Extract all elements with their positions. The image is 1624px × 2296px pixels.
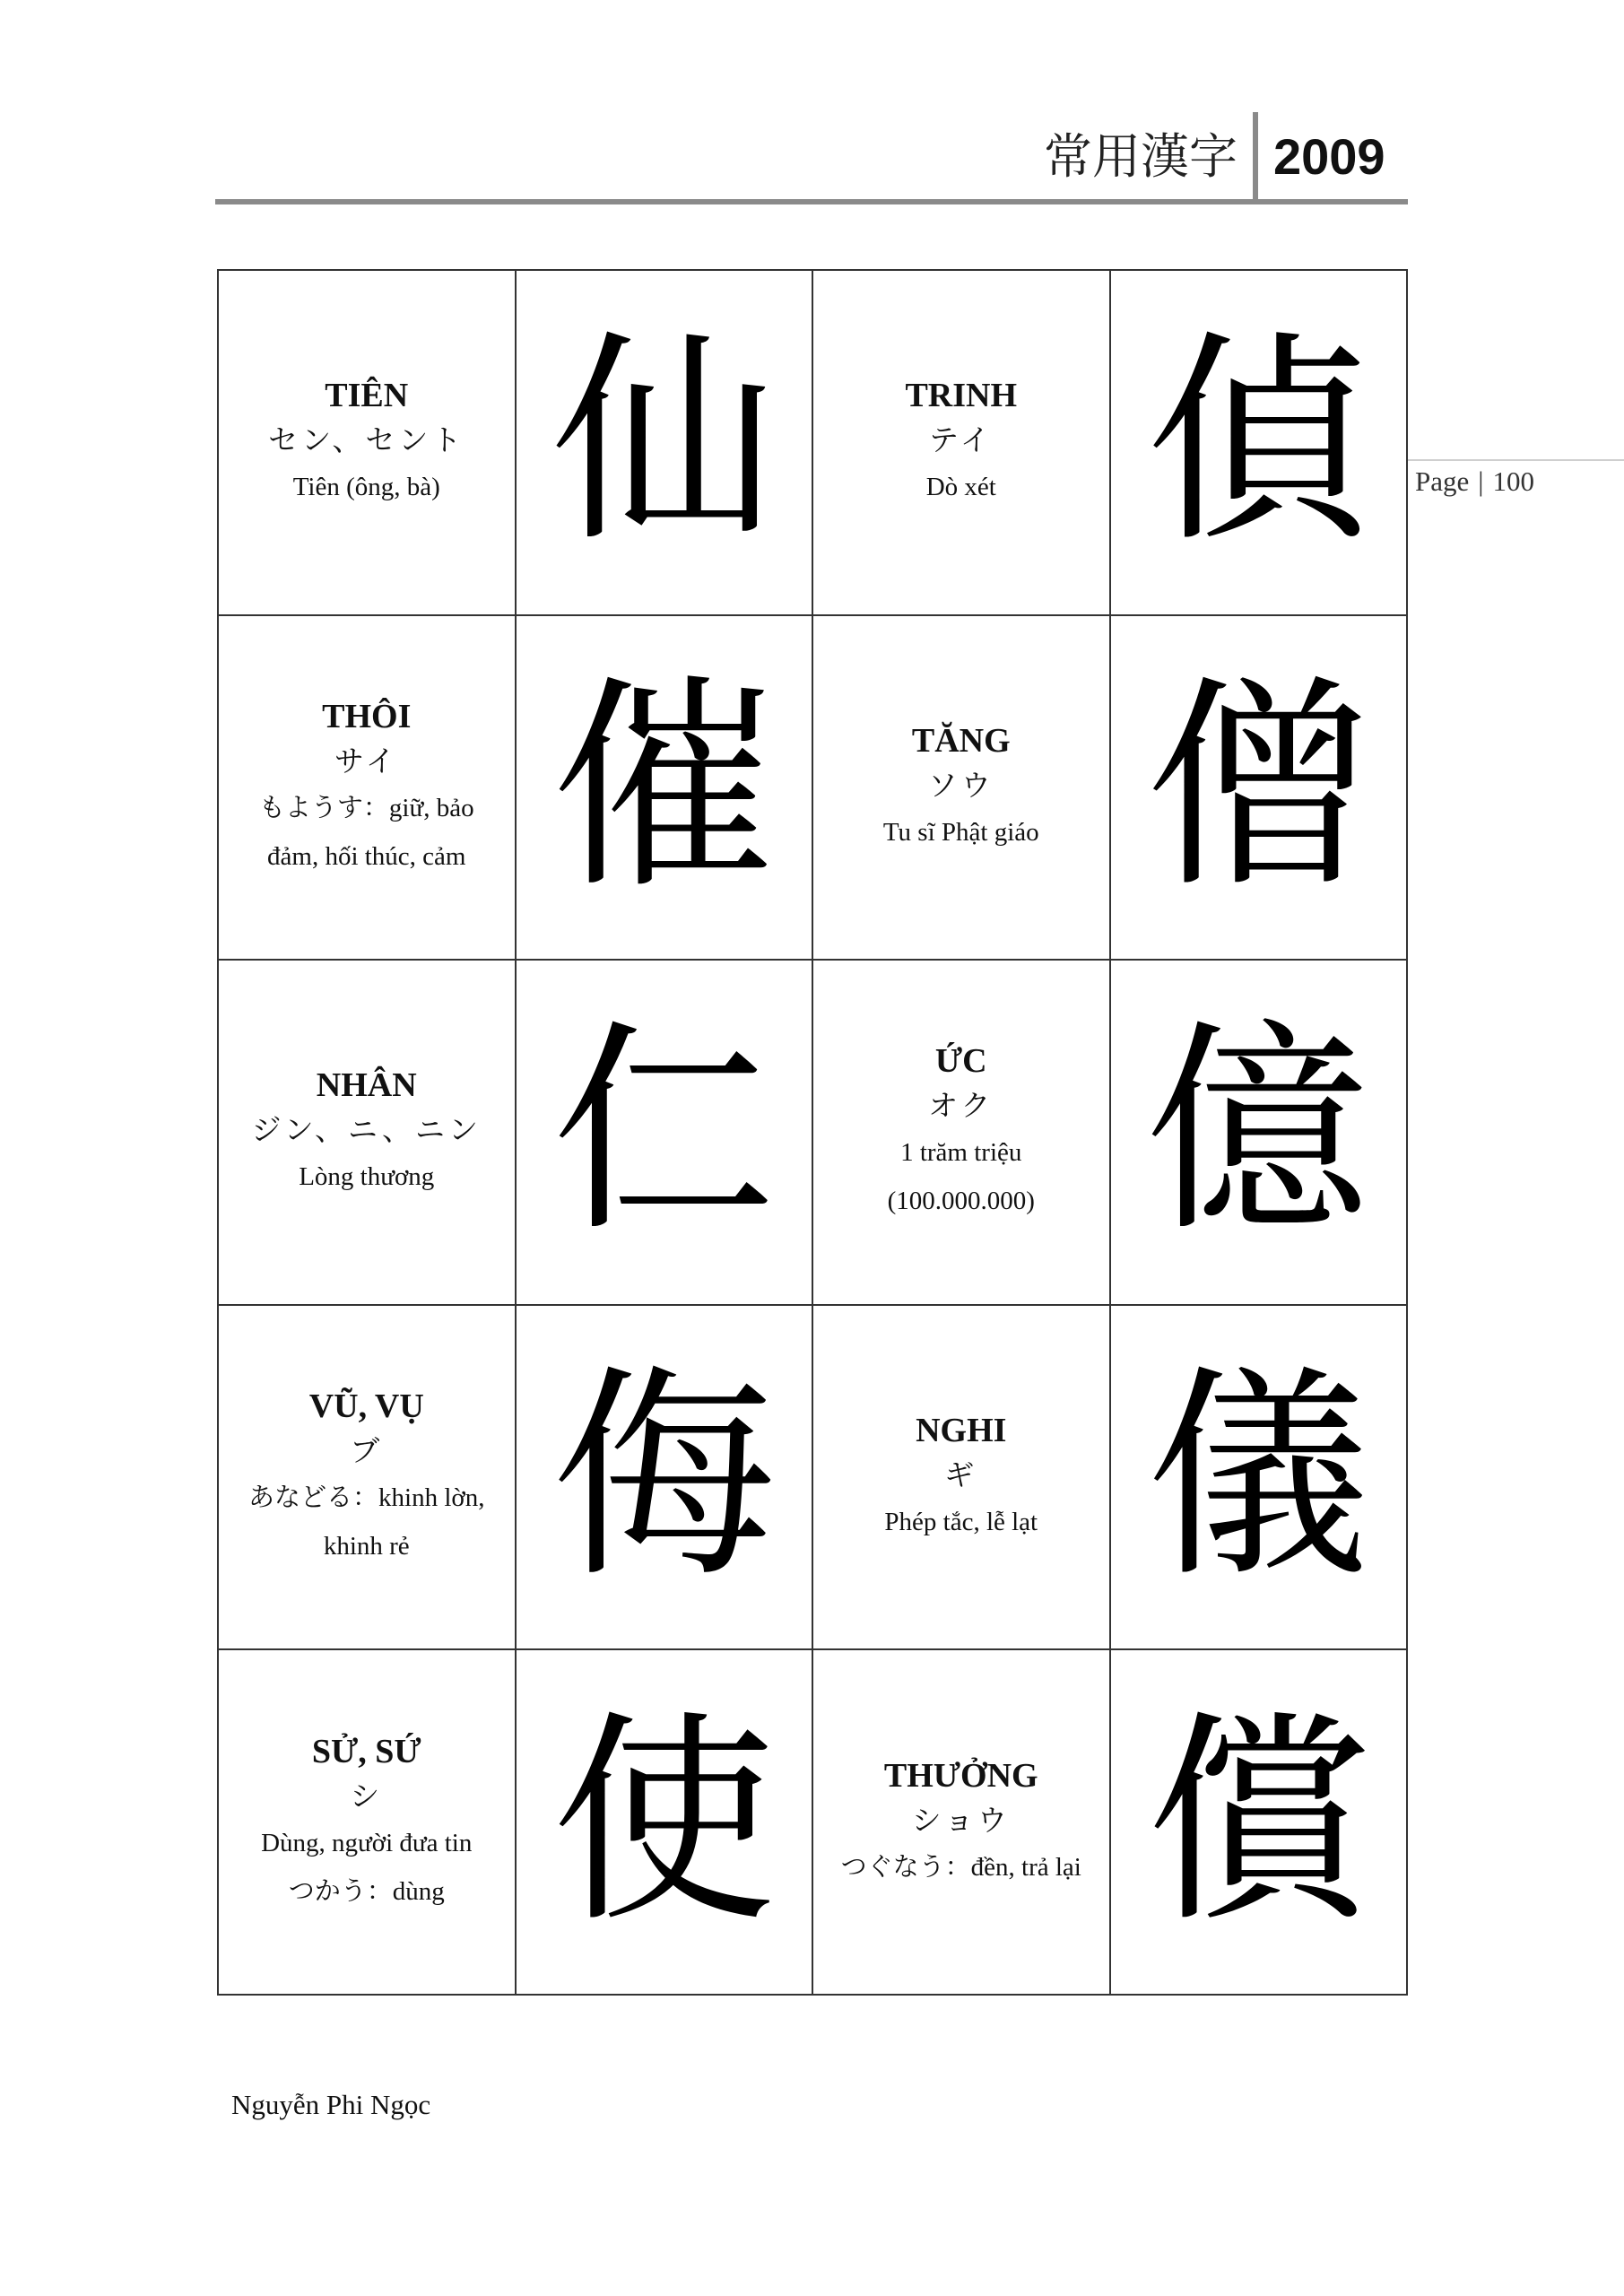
kanji-glyph-cell	[517, 271, 814, 616]
page-label: Page	[1415, 465, 1470, 497]
onyomi-reading: サイ	[334, 743, 399, 778]
kanji-glyph-cell	[517, 1306, 814, 1651]
kanji-glyph-cell	[517, 961, 814, 1306]
onyomi-reading: ブ	[350, 1433, 384, 1469]
page-number-divider: |	[1478, 465, 1484, 497]
kanji-info-cell	[813, 271, 1111, 616]
kanji-glyph-cell	[517, 1650, 814, 1996]
meaning-line: Tu sĩ Phật giáo	[882, 817, 1039, 847]
kanji-character: 偵	[1146, 311, 1371, 573]
kanji-info-cell	[813, 616, 1111, 961]
meaning-line: つかう：dùng	[288, 1876, 445, 1906]
kanji-character: 儀	[1146, 1346, 1371, 1608]
kanji-character: 償	[1146, 1691, 1371, 1952]
meaning-line: Tiên (ông, bà)	[292, 473, 440, 502]
sino-vietnamese-reading: SỬ, SỨ	[311, 1732, 421, 1770]
onyomi-reading: ジン、ニ、ニン	[251, 1112, 482, 1148]
kanji-info-cell	[219, 1306, 517, 1651]
kanji-character: 仙	[551, 311, 777, 573]
sino-vietnamese-reading: NHÂN	[316, 1066, 417, 1105]
kanji-card-grid	[217, 269, 1408, 1996]
meaning-line: 1 trăm triệu	[900, 1138, 1022, 1168]
meaning-line: Lòng thương	[299, 1162, 435, 1192]
meaning-line: (100.000.000)	[887, 1187, 1035, 1216]
kanji-character: 僧	[1146, 656, 1371, 918]
kanji-character: 催	[551, 656, 777, 918]
sino-vietnamese-reading: THÔI	[322, 697, 412, 735]
onyomi-reading: セン、セント	[268, 422, 465, 458]
sino-vietnamese-reading: ỨC	[934, 1042, 987, 1081]
kanji-info-cell	[219, 271, 517, 616]
kanji-character: 使	[551, 1691, 777, 1952]
footer-author: Nguyễn Phi Ngọc	[231, 2089, 431, 2120]
meaning-line: つぐなう：đền, trả lại	[840, 1852, 1081, 1882]
kanji-info-cell	[813, 1650, 1111, 1996]
meaning-line: Phép tắc, lễ lạt	[884, 1508, 1038, 1537]
sino-vietnamese-reading: VŨ, VỤ	[308, 1387, 424, 1426]
meaning-line: đảm, hối thúc, cảm	[267, 841, 466, 871]
meaning-line: khinh rẻ	[323, 1532, 410, 1561]
meaning-line: もようす：giữ, bảo	[258, 793, 474, 822]
meaning-line: あなどる：khinh lờn,	[248, 1483, 485, 1513]
sino-vietnamese-reading: TRINH	[905, 377, 1018, 415]
header-title: 常用漢字	[1044, 128, 1238, 185]
onyomi-reading: ショウ	[911, 1802, 1011, 1838]
sino-vietnamese-reading: NGHI	[916, 1412, 1007, 1450]
page-number	[1415, 462, 1534, 501]
kanji-glyph-cell	[1111, 271, 1409, 616]
sino-vietnamese-reading: TĂNG	[911, 721, 1011, 760]
kanji-info-cell	[813, 961, 1111, 1306]
kanji-info-cell	[219, 1650, 517, 1996]
page-number-rule	[1408, 459, 1624, 461]
header-separator	[1253, 112, 1258, 202]
header-rule	[215, 199, 1408, 204]
sino-vietnamese-reading: THƯỞNG	[883, 1756, 1038, 1795]
meaning-line: Dùng, người đưa tin	[261, 1828, 473, 1857]
meaning-line: Dò xét	[925, 473, 996, 502]
kanji-character: 侮	[551, 1346, 777, 1608]
onyomi-reading: ギ	[944, 1457, 978, 1493]
kanji-glyph-cell	[517, 616, 814, 961]
onyomi-reading: テイ	[928, 422, 994, 458]
header-year: 2009	[1273, 128, 1385, 185]
kanji-info-cell	[813, 1306, 1111, 1651]
kanji-glyph-cell	[1111, 961, 1409, 1306]
kanji-character: 仁	[551, 1001, 777, 1263]
onyomi-reading: オク	[928, 1088, 994, 1124]
kanji-glyph-cell	[1111, 616, 1409, 961]
page-number-value: 100	[1492, 465, 1534, 497]
sino-vietnamese-reading: TIÊN	[325, 377, 409, 415]
onyomi-reading: ソウ	[927, 767, 994, 803]
kanji-glyph-cell	[1111, 1306, 1409, 1651]
onyomi-reading: シ	[350, 1778, 384, 1813]
kanji-character: 億	[1146, 1001, 1371, 1263]
kanji-info-cell	[219, 616, 517, 961]
kanji-glyph-cell	[1111, 1650, 1409, 1996]
kanji-info-cell	[219, 961, 517, 1306]
